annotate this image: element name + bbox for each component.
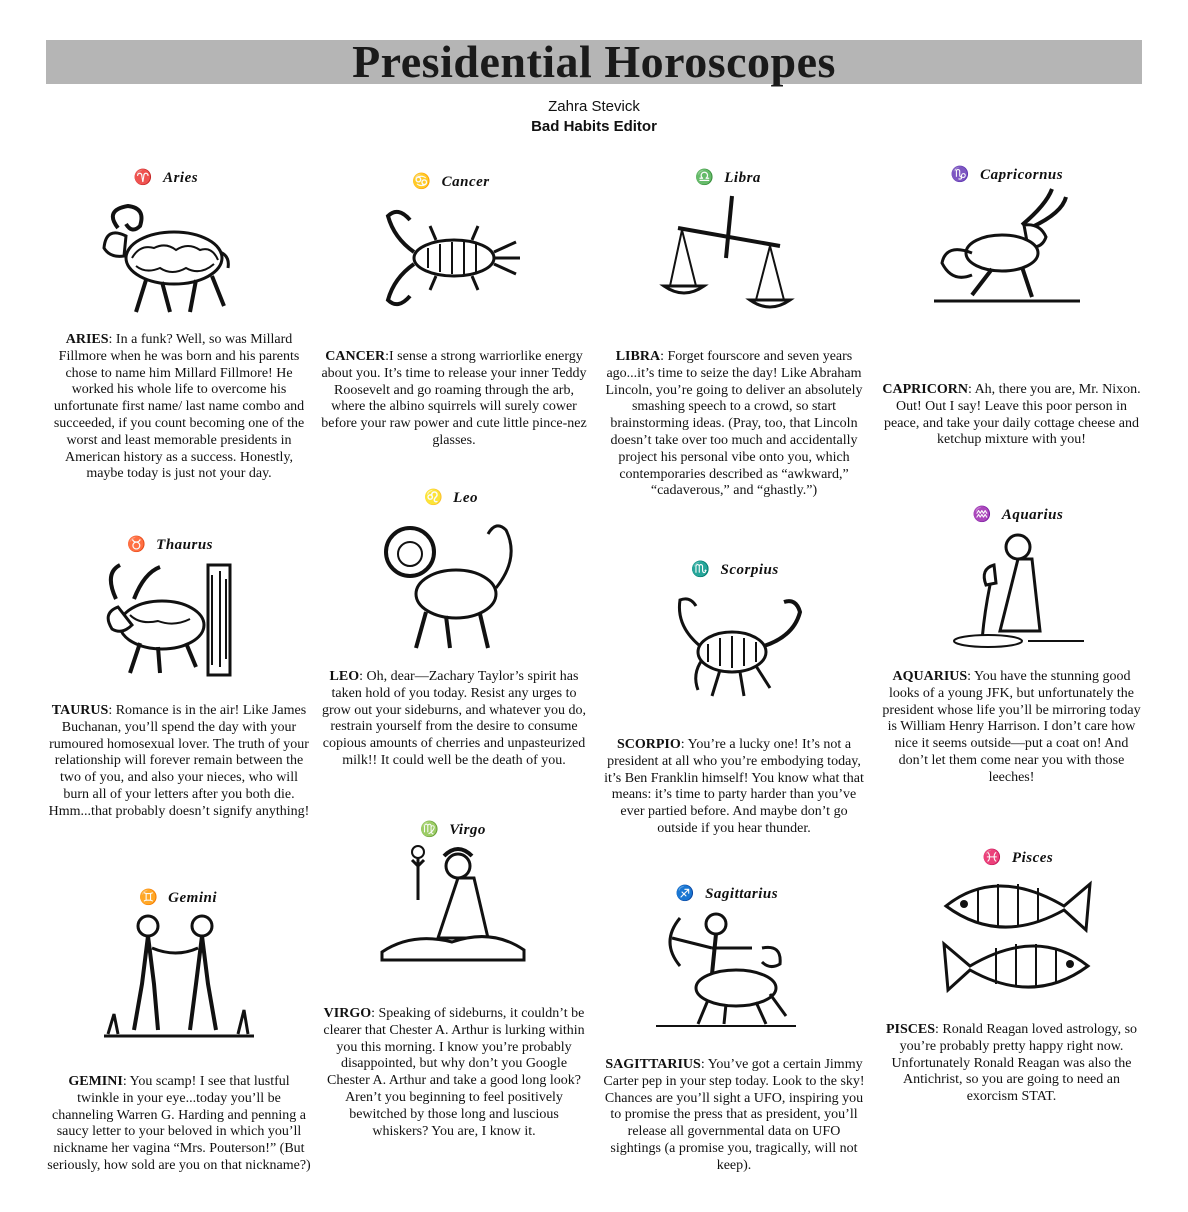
aries-glyph: ♈ [133,170,154,186]
sagittarius-glyph: ♐ [675,886,696,902]
libra-glyph: ♎ [695,170,715,186]
sagittarius-heading: SAGITTARIUS [605,1057,701,1072]
virgo-heading: VIRGO [323,1006,372,1021]
capricorn-label: Capricornus [980,167,1064,183]
crab-icon [376,192,526,317]
pisces-heading: PISCES [885,1022,935,1037]
aries-label: Aries [163,170,199,186]
cancer-heading: CANCER [325,349,386,364]
scorpio-heading: SCORPIO [616,737,681,752]
cancer-label: Cancer [441,174,490,190]
leo-label: Leo [453,490,478,506]
sagittarius-illustration [652,884,802,1034]
libra-label: Libra [724,170,761,186]
capricorn-heading: CAPRICORN [882,382,968,397]
lion-icon [376,508,526,653]
aquarius-illustration [948,505,1088,655]
aquarius-glyph: ♒ [972,507,992,523]
taurus-glyph: ♉ [126,537,147,553]
virgo-text: VIRGO: Speaking of sideburns, it couldn’t be clearer that Chester A. Arthur is lurking within you this morning. I know you’re probably disappointed, but why don’t you Google Chester A. Arthur and take a good long look? Aren’t you beginning to feel positively bewitched by those long and luscious whiskers? You are, I know it. [323,1006,585,1139]
author-role: Bad Habits Editor [531,118,657,135]
ram-icon [96,188,236,323]
fishes-icon [938,868,1098,1013]
capricorn-illustration [932,165,1082,315]
taurus-text: TAURUS: Romance is in the air! Like James Buchanan, you’ll spend the day with your rumoured homosexual lover. The truth of your relationship will forever remain between the two of you, and also your nieces, who will burn all of your letters after you both die. Hmm...that probably doesn’t signify anything! [48,703,310,819]
centaur-archer-icon [652,904,802,1029]
virgo-glyph: ♍ [420,822,440,838]
scorpio-glyph: ♏ [691,562,711,578]
aquarius-heading: AQUARIUS [892,669,968,684]
pisces-text: PISCES: Ronald Reagan loved astrology, so you’re probably pretty happy right now. Unfortunately Ronald Reagan was also the Antichrist, so you are going to need an exorcism STAT. [885,1022,1138,1105]
pisces-glyph: ♓ [982,850,1002,866]
twins-icon [98,908,258,1043]
sagittarius-text: SAGITTARIUS: You’ve got a certain Jimmy Carter pep in your step today. Look to the sky! Chances are you’ll sight a UFO, inspiring you to promise the press that as president, you’ll release all governmental data on UFO sightings (a promise you, tragically, will not keep). [603,1057,865,1173]
aquarius-text: AQUARIUS: You have the stunning good looks of a young JFK, but unfortunately the president whose life you’ll be mirroring today is William Henry Harrison. I don’t care how nice it seems outside—put a coat on! And don’t let them come near you with those leeches! [882,669,1141,785]
gemini-heading: GEMINI [68,1074,123,1089]
aquarius-label: Aquarius [1001,507,1064,523]
taurus-heading: TAURUS [51,703,109,718]
leo-illustration [376,488,526,658]
water-bearer-icon [948,525,1088,650]
taurus-label: Thaurus [156,537,214,553]
pisces-label: Pisces [1011,850,1054,866]
scorpion-icon [660,580,810,705]
author-name: Zahra Stevick [548,98,640,115]
taurus-illustration [100,535,240,685]
cancer-illustration [376,172,526,322]
libra-text: LIBRA: Forget fourscore and seven years ago...it’s time to seize the day! Like Abraham Lincoln, you’re going to deliver an absolutely smashing speech to a crowd, so start brainstorming ideas. (Pray, too, that Lincoln doesn’t take over too much and accidentally project his personal vibe onto you, which contemporaries described as “awkward,” “cadaverous,” and “ghastly.”) [605,349,863,499]
gemini-label: Gemini [168,890,218,906]
sagittarius-label: Sagittarius [705,886,779,902]
capricorn-text: CAPRICORN: Ah, there you are, Mr. Nixon. Out! Out I say! Leave this poor person in peace, and take your daily cottage cheese and ketchup mixture with you! [882,382,1141,448]
leo-heading: LEO [329,669,360,684]
cancer-text: CANCER:I sense a strong warriorlike energy about you. It’s time to release your inner Teddy Roosevelt and go roaming through the arb, where the albino squirrels will surely cower before your raw power and cute little pince-nez glasses. [321,349,587,448]
cancer-glyph: ♋ [412,174,432,190]
maiden-icon [378,840,528,965]
libra-illustration [658,168,798,318]
aries-text: ARIES: In a funk? Well, so was Millard Fillmore when he was born and his parents chose to name him Millard Fillmore! He worked his whole life to overcome his unfortunate first name/ last name combo and succeeded, if you count becoming one of the worst and least memorable presidents in American history as a success. Honestly, maybe today is just not your day. [53,332,305,482]
libra-heading: LIBRA [615,349,661,364]
page-title: Presidential Horoscopes [352,36,836,87]
scorpio-illustration [660,560,810,710]
gemini-illustration [98,888,258,1048]
aries-illustration [96,168,236,328]
sea-goat-icon [932,185,1082,310]
gemini-text: GEMINI: You scamp! I see that lustful twinkle in your eye...today you’ll be channeling Warren G. Harding and penning a saucy letter to your beloved in which you’ll nickname her vagina “Mrs. Pouterson!” (But seriously, how sold are you on that nickname?) [47,1074,311,1173]
virgo-label: Virgo [449,822,486,838]
leo-text: LEO: Oh, dear—Zachary Taylor’s spirit has taken hold of you today. Resist any urges to grow out your sideburns, and whatever you do, restrain yourself from the desire to consume copious amounts of cherries and unpasteurized milk!! It could well be the death of you. [321,669,586,768]
scorpio-label: Scorpius [720,562,779,578]
scales-icon [658,188,798,313]
title-banner [46,36,1142,87]
pisces-illustration [938,848,1098,1018]
gemini-glyph: ♊ [138,890,159,906]
leo-glyph: ♌ [423,490,444,506]
scorpio-text: SCORPIO: You’re a lucky one! It’s not a president at all who you’re embodying today, it’s Ben Franklin himself! You know what that means: it’s time to party harder than you’ve ever partied before. And maybe don’t go outside if you hear thunder. [604,737,864,836]
virgo-illustration [378,820,528,970]
capricorn-glyph: ♑ [950,167,971,183]
bull-icon [100,555,240,680]
aries-heading: ARIES [65,332,109,347]
